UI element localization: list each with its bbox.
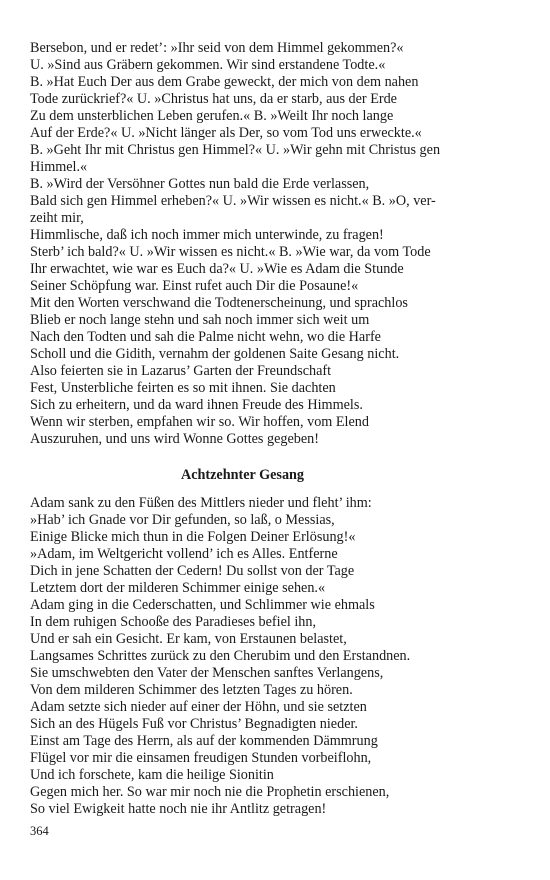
verse-line: Blieb er noch lange stehn und sah noch immer sich weit um xyxy=(30,312,370,328)
verse-line: Auszuruhen, und uns wird Wonne Gottes gegeben! xyxy=(30,431,319,447)
verse-line: Tode zurückrief?« U. »Christus hat uns, da er starb, aus der Erde xyxy=(30,91,397,107)
verse-line: Fest, Unsterbliche feirten es so mit ihnen. Sie dachten xyxy=(30,380,336,396)
verse-line: Adam ging in die Cederschatten, und Schlimmer wie ehmals xyxy=(30,597,375,613)
verse-line: Wenn wir sterben, empfahen wir so. Wir hoffen, vom Elend xyxy=(30,414,369,430)
verse-line: Einige Blicke mich thun in die Folgen Deiner Erlösung!« xyxy=(30,529,356,545)
verse-line: Sich an des Hügels Fuß vor Christus’ Begnadigten nieder. xyxy=(30,716,358,732)
verse-line: Himmel.« xyxy=(30,159,88,175)
verse-line: Auf der Erde?« U. »Nicht länger als Der, so vom Tod uns erweckte.« xyxy=(30,125,422,141)
verse-line: Adam setzte sich nieder auf einer der Höhn, und sie setzten xyxy=(30,699,367,715)
verse-line: »Adam, im Weltgericht vollend’ ich es Alles. Entferne xyxy=(30,546,338,562)
verse-line: Also feierten sie in Lazarus’ Garten der Freundschaft xyxy=(30,363,332,379)
verse-line: Adam sank zu den Füßen des Mittlers nieder und fleht’ ihm: xyxy=(30,495,372,511)
verse-line: Dich in jene Schatten der Cedern! Du sollst von der Tage xyxy=(30,563,355,579)
verse-line: Sie umschwebten den Vater der Menschen sanftes Verlangens, xyxy=(30,665,384,681)
verse-line: Sich zu erheitern, und da ward ihnen Freude des Himmels. xyxy=(30,397,363,413)
verse-line: Letztem dort der milderen Schimmer einige sehen.« xyxy=(30,580,326,596)
page-number: 364 xyxy=(30,824,49,838)
verse-line: Gegen mich her. So war mir noch nie die Prophetin erschienen, xyxy=(30,784,390,800)
verse-line: B. »Geht Ihr mit Christus gen Himmel?« U. »Wir gehn mit Christus gen xyxy=(30,142,441,158)
verse-line: Einst am Tage des Herrn, als auf der kommenden Dämmrung xyxy=(30,733,378,749)
verse-line: Flügel vor mir die einsamen freudigen Stunden vorbeiflohn, xyxy=(30,750,372,766)
verse-line: »Hab’ ich Gnade vor Dir gefunden, so laß, o Messias, xyxy=(30,512,335,528)
verse-line: Bersebon, und er redet’: »Ihr seid von dem Himmel gekommen?« xyxy=(30,40,404,56)
verse-line: So viel Ewigkeit hatte noch nie ihr Antlitz getragen! xyxy=(30,801,327,817)
verse-line: B. »Wird der Versöhner Gottes nun bald die Erde verlassen, xyxy=(30,176,370,192)
verse-line: Zu dem unsterblichen Leben gerufen.« B. »Weilt Ihr noch lange xyxy=(30,108,394,124)
verse-block-previous-canto xyxy=(30,40,525,448)
verse-line: In dem ruhigen Schooße des Paradieses befiel ihn, xyxy=(30,614,317,630)
verse-block-canto-eighteen xyxy=(30,495,525,818)
verse-line: Bald sich gen Himmel erheben?« U. »Wir wissen es nicht.« B. »O, ver- xyxy=(30,193,436,209)
page-body xyxy=(30,40,525,818)
verse-line: Mit den Worten verschwand die Todtenerscheinung, und sprachlos xyxy=(30,295,408,311)
verse-line: Und er sah ein Gesicht. Er kam, von Erstaunen belastet, xyxy=(30,631,347,647)
verse-line: Nach den Todten und sah die Palme nicht wehn, wo die Harfe xyxy=(30,329,381,345)
verse-line: Von dem milderen Schimmer des letzten Tages zu hören. xyxy=(30,682,353,698)
verse-line: Seiner Schöpfung war. Einst rufet auch Dir die Posaune!« xyxy=(30,278,359,294)
verse-line: Langsames Schrittes zurück zu den Cherubim und den Erstandnen. xyxy=(30,648,411,664)
verse-line: Scholl und die Gidith, vernahm der goldenen Saite Gesang nicht. xyxy=(30,346,400,362)
verse-line: zeiht mir, xyxy=(30,210,84,226)
verse-line: Himmlische, daß ich noch immer mich unterwinde, zu fragen! xyxy=(30,227,384,243)
verse-line: Und ich forschete, kam die heilige Sionitin xyxy=(30,767,274,783)
verse-line: Sterb’ ich bald?« U. »Wir wissen es nicht.« B. »Wie war, da vom Tode xyxy=(30,244,431,260)
verse-line: U. »Sind aus Gräbern gekommen. Wir sind erstandene Todte.« xyxy=(30,57,386,73)
verse-line: B. »Hat Euch Der aus dem Grabe geweckt, der mich von dem nahen xyxy=(30,74,419,90)
verse-line: Ihr erwachtet, wie war es Euch da?« U. »Wie es Adam die Stunde xyxy=(30,261,404,277)
canto-heading: Achtzehnter Gesang xyxy=(180,467,305,483)
